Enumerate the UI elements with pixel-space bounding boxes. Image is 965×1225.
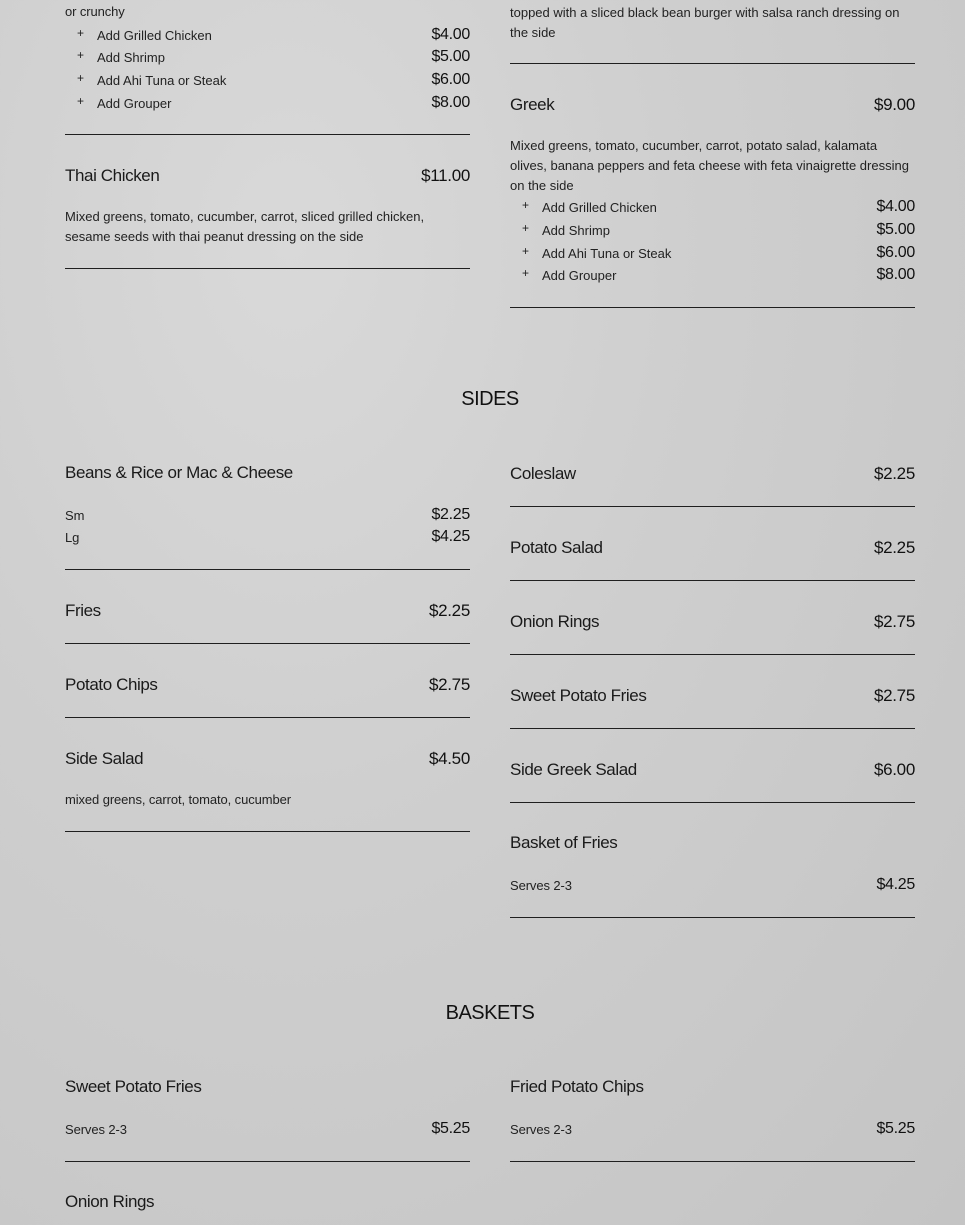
item-name: Fried Potato Chips [510, 1077, 644, 1096]
serves-label: Serves 2-3 [510, 1122, 572, 1137]
divider [65, 831, 470, 832]
item-name: Coleslaw [510, 464, 576, 483]
item-price: $2.75 [873, 612, 915, 631]
item-name: Onion Rings [65, 1192, 155, 1211]
divider [510, 728, 915, 729]
item-name: Side Salad [65, 749, 144, 768]
addon-price: $8.00 [431, 94, 470, 111]
addon-label: Add Grilled Chicken [97, 28, 212, 43]
item-description-tail: or crunchy [65, 4, 125, 19]
addon-price: $6.00 [431, 71, 470, 88]
divider [510, 917, 915, 918]
plus-icon: + [77, 26, 85, 40]
item-name: Thai Chicken [65, 166, 160, 185]
addon-label: Add Ahi Tuna or Steak [97, 73, 227, 88]
divider [510, 802, 915, 803]
addon-price: $5.00 [876, 221, 915, 238]
item-price: $5.25 [431, 1120, 470, 1137]
plus-icon: + [77, 48, 85, 62]
divider [510, 307, 915, 308]
divider [65, 569, 470, 570]
item-name: Side Greek Salad [510, 760, 637, 779]
item-price: $6.00 [873, 760, 915, 779]
addon-label: Add Shrimp [542, 223, 610, 238]
item-name: Onion Rings [510, 612, 600, 631]
addon-price: $4.00 [876, 198, 915, 215]
item-price: $2.25 [428, 601, 470, 620]
item-price: $4.25 [876, 876, 915, 893]
divider [65, 643, 470, 644]
plus-icon: + [77, 71, 85, 85]
divider [510, 580, 915, 581]
item-name: Potato Chips [65, 675, 158, 694]
addon-price: $5.00 [431, 48, 470, 65]
item-price: $2.25 [873, 538, 915, 557]
item-description: Mixed greens, tomato, cucumber, carrot, sliced grilled chicken, sesame seeds with thai peanut dressing on the side [65, 209, 425, 244]
addon-price: $6.00 [876, 244, 915, 261]
plus-icon: + [522, 198, 530, 212]
item-price: $9.00 [873, 95, 915, 114]
item-name: Beans & Rice or Mac & Cheese [65, 463, 293, 482]
addon-label: Add Grilled Chicken [542, 200, 657, 215]
item-price: $2.25 [873, 464, 915, 483]
divider [510, 63, 915, 64]
item-name: Greek [510, 95, 555, 114]
divider [65, 268, 470, 269]
divider [510, 506, 915, 507]
plus-icon: + [522, 266, 530, 280]
item-name: Sweet Potato Fries [510, 686, 647, 705]
divider [65, 1161, 470, 1162]
addon-label: Add Grouper [97, 96, 172, 111]
item-price: $11.00 [421, 166, 470, 185]
divider [65, 134, 470, 135]
item-name: Sweet Potato Fries [65, 1077, 202, 1096]
plus-icon: + [522, 221, 530, 235]
item-name: Fries [65, 601, 101, 620]
addon-price: $8.00 [876, 266, 915, 283]
item-price: $2.75 [873, 686, 915, 705]
addon-label: Add Grouper [542, 268, 617, 283]
serves-label: Serves 2-3 [65, 1122, 127, 1137]
item-name: Potato Salad [510, 538, 603, 557]
size-price: $2.25 [431, 506, 470, 523]
item-name: Basket of Fries [510, 833, 618, 852]
item-price: $4.50 [428, 749, 470, 768]
item-description-tail: topped with a sliced black bean burger with salsa ranch dressing on the side [510, 5, 900, 40]
divider [510, 654, 915, 655]
item-description: Mixed greens, tomato, cucumber, carrot, potato salad, kalamata olives, banana peppers and feta cheese with feta vinaigrette dressing on the side [510, 138, 909, 193]
addon-label: Add Shrimp [97, 50, 165, 65]
size-price: $4.25 [431, 528, 470, 545]
item-price: $5.25 [876, 1120, 915, 1137]
plus-icon: + [77, 94, 85, 108]
divider [65, 717, 470, 718]
size-label: Sm [65, 508, 85, 523]
plus-icon: + [522, 244, 530, 258]
size-label: Lg [65, 530, 80, 545]
addon-price: $4.00 [431, 26, 470, 43]
section-heading-sides: SIDES [461, 388, 519, 410]
addon-label: Add Ahi Tuna or Steak [542, 246, 672, 261]
divider [510, 1161, 915, 1162]
section-heading-baskets: BASKETS [445, 1002, 535, 1024]
item-price: $2.75 [428, 675, 470, 694]
serves-label: Serves 2-3 [510, 878, 572, 893]
item-description: mixed greens, carrot, tomato, cucumber [65, 792, 291, 807]
